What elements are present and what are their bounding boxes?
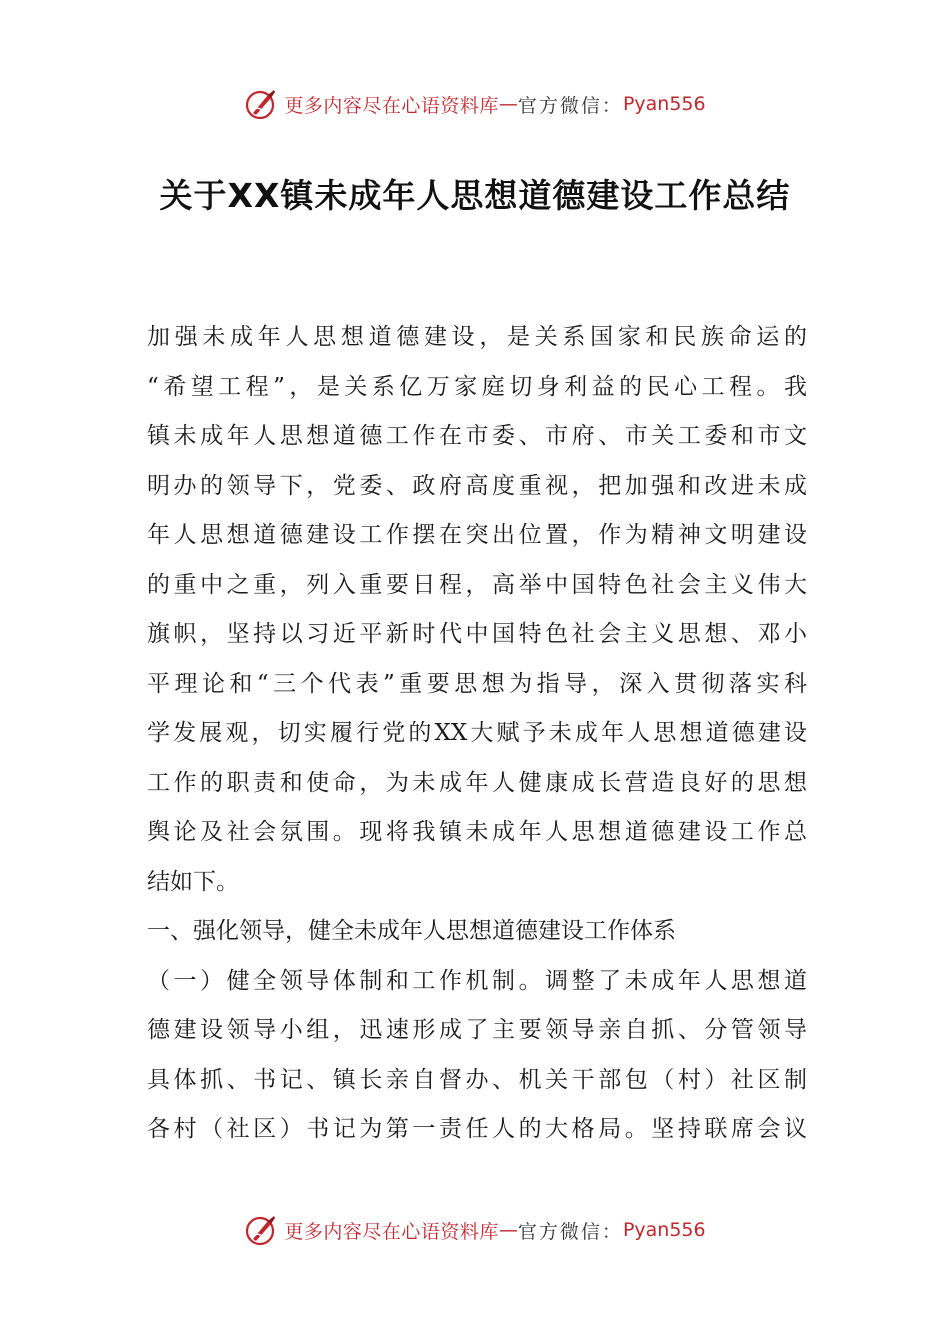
body-line: 具体抓、书记、镇长亲自督办、机关干部包（村）社区制 xyxy=(147,1066,807,1093)
quill-pen-logo-icon xyxy=(244,1213,278,1247)
body-line: （一）健全领导体制和工作机制。调整了未成年人思想道 xyxy=(147,967,807,994)
watermark-wechat-id: Pyan556 xyxy=(622,93,706,115)
watermark-library-text: 更多内容尽在心语资料库 xyxy=(284,1220,499,1243)
document-title: 关于XX镇未成年人思想道德建设工作总结 xyxy=(159,176,791,215)
body-line: 德建设领导小组，迅速形成了主要领导亲自抓、分管领导 xyxy=(147,1017,807,1043)
watermark-wechat-id: Pyan556 xyxy=(622,1219,706,1241)
body-line: 舆论及社会氛围。现将我镇未成年人思想道德建设工作总 xyxy=(147,819,807,845)
body-line: 工作的职责和使命，为未成年人健康成长营造良好的思想 xyxy=(147,769,807,796)
body-line: 镇未成年人思想道德工作在市委、市府、市关工委和市文 xyxy=(147,423,807,449)
body-line: 旗帜，坚持以习近平新时代中国特色社会主义思想、邓小 xyxy=(147,621,807,647)
document-body xyxy=(147,313,807,1155)
body-line: 加强未成年人思想道德建设，是关系国家和民族命运的 xyxy=(147,324,807,350)
body-line: 各村（社区）书记为第一责任人的大格局。坚持联席会议 xyxy=(147,1116,807,1142)
watermark-library-text: 更多内容尽在心语资料库 xyxy=(284,94,499,117)
watermark-dash: — xyxy=(498,1219,518,1241)
body-line: 明办的领导下，党委、政府高度重视，把加强和改进未成 xyxy=(147,472,807,499)
body-line: 平理论和“三个代表”重要思想为指导，深入贯彻落实科 xyxy=(147,670,807,697)
watermark-wechat-label: 官方微信： xyxy=(517,1220,623,1243)
body-line: 的重中之重，列入重要日程，高举中国特色社会主义伟大 xyxy=(147,571,807,598)
header-watermark xyxy=(0,84,950,124)
watermark-dash: — xyxy=(498,93,518,115)
body-line: “希望工程”，是关系亿万家庭切身利益的民心工程。我 xyxy=(147,373,807,400)
body-line: 结如下。 xyxy=(147,868,239,895)
watermark-wechat-label: 官方微信： xyxy=(517,94,623,117)
section-heading: 一、强化领导，健全未成年人思想道德建设工作体系 xyxy=(147,918,676,944)
body-line: 学发展观，切实履行党的XX大赋予未成年人思想道德建设 xyxy=(147,720,807,746)
body-line: 年人思想道德建设工作摆在突出位置，作为精神文明建设 xyxy=(147,522,807,548)
quill-pen-logo-icon xyxy=(244,87,278,121)
footer-watermark xyxy=(0,1210,950,1250)
